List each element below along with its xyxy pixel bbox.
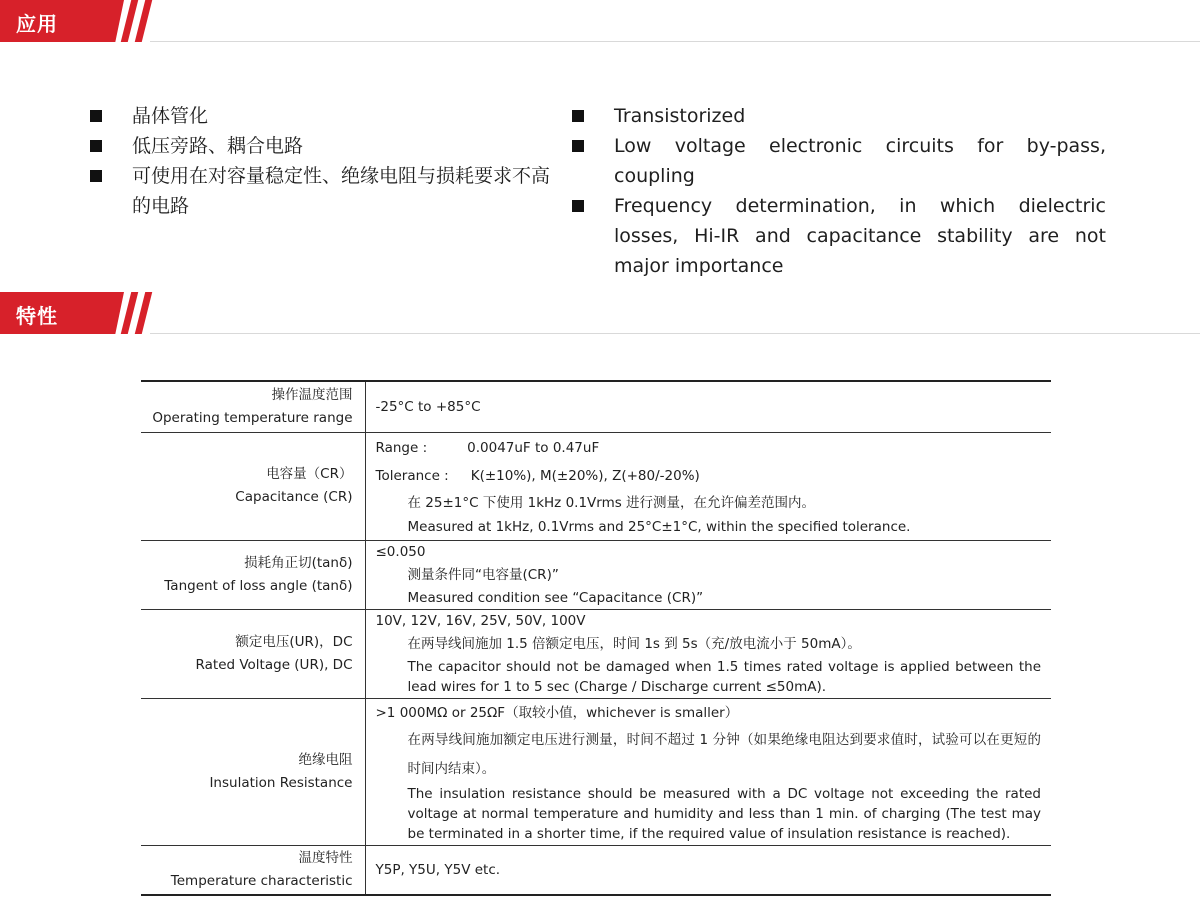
row-label: 操作温度范围 Operating temperature range (141, 381, 365, 432)
square-bullet-icon (90, 110, 102, 122)
row-value: ≤0.050 测量条件同“电容量(CR)” Measured condition see “Capacitance (CR)” (375, 543, 704, 606)
table-row (141, 432, 1051, 540)
square-bullet-icon (90, 140, 102, 152)
row-label: 额定电压(UR)，DC Rated Voltage (UR), DC (141, 609, 365, 698)
list-item: 低压旁路、耦合电路 (90, 131, 555, 161)
stripe-decoration (135, 0, 152, 42)
table-row (141, 381, 1051, 432)
stripe-decoration (135, 292, 152, 334)
row-value: -25°C to +85°C (375, 398, 481, 415)
square-bullet-icon (90, 170, 102, 182)
list-item: Transistorized (572, 101, 1106, 131)
row-value: >1 000MΩ or 25ΩF（取较小值，whichever is smaller） 在两导线间施加额定电压进行测量，时间不超过 1 分钟（如果绝缘电阻达到要求值时，试验可以在更短的时间内结束）。 The insulation resistance should be measured with a DC voltage not exceeding the rated voltage at normal temperature and humidity and less than 1 min. of charging (The test may be terminated in a shorter time, if the required value of insulation resistance is reached). (375, 704, 1041, 842)
square-bullet-icon (572, 200, 584, 212)
application-list-en (572, 101, 1106, 281)
section-rule (150, 333, 1200, 334)
square-bullet-icon (572, 110, 584, 122)
list-item: Low voltage electronic circuits for by-pass, coupling (572, 131, 1106, 191)
section-rule (150, 41, 1200, 42)
table-row (141, 540, 1051, 609)
row-label: 电容量（CR） Capacitance (CR) (141, 432, 365, 540)
row-label: 绝缘电阻 Insulation Resistance (141, 698, 365, 845)
spec-table (141, 380, 1051, 896)
row-label: 温度特性 Temperature characteristic (141, 845, 365, 895)
list-item: Frequency determination, in which dielectric losses, Hi-IR and capacitance stability are not major importance (572, 191, 1106, 281)
table-row (141, 845, 1051, 895)
square-bullet-icon (572, 140, 584, 152)
table-row (141, 609, 1051, 698)
row-value: 10V, 12V, 16V, 25V, 50V, 100V 在两导线间施加 1.5 倍额定电压，时间 1s 到 5s（充/放电流小于 50mA）。 The capacitor should not be damaged when 1.5 times rated voltage is applied between the lead wires for 1 to 5 sec (Charge / Discharge current ≤50mA). (375, 612, 1041, 695)
list-item: 晶体管化 (90, 101, 555, 131)
row-label: 损耗角正切(tanδ) Tangent of loss angle (tanδ) (141, 540, 365, 609)
table-row (141, 698, 1051, 845)
section-header-characteristics (0, 292, 1200, 336)
row-value: Y5P, Y5U, Y5V etc. (375, 861, 501, 878)
row-value: Range : 0.0047uF to 0.47uF Tolerance : K(±10%), M(±20%), Z(+80/-20%) 在 25±1°C 下使用 1kHz 0.1Vrms 进行测量，在允许偏差范围内。 Measured at 1kHz, 0.1Vrms and 25°C±1°C, within the specified tolerance. (375, 440, 911, 535)
section-title-characteristics: 特性 (16, 304, 58, 328)
application-list-zh (90, 101, 555, 221)
section-title-application: 应用 (16, 12, 58, 36)
list-item: 可使用在对容量稳定性、绝缘电阻与损耗要求不高的电路 (90, 161, 555, 221)
section-header-application (0, 0, 1200, 44)
